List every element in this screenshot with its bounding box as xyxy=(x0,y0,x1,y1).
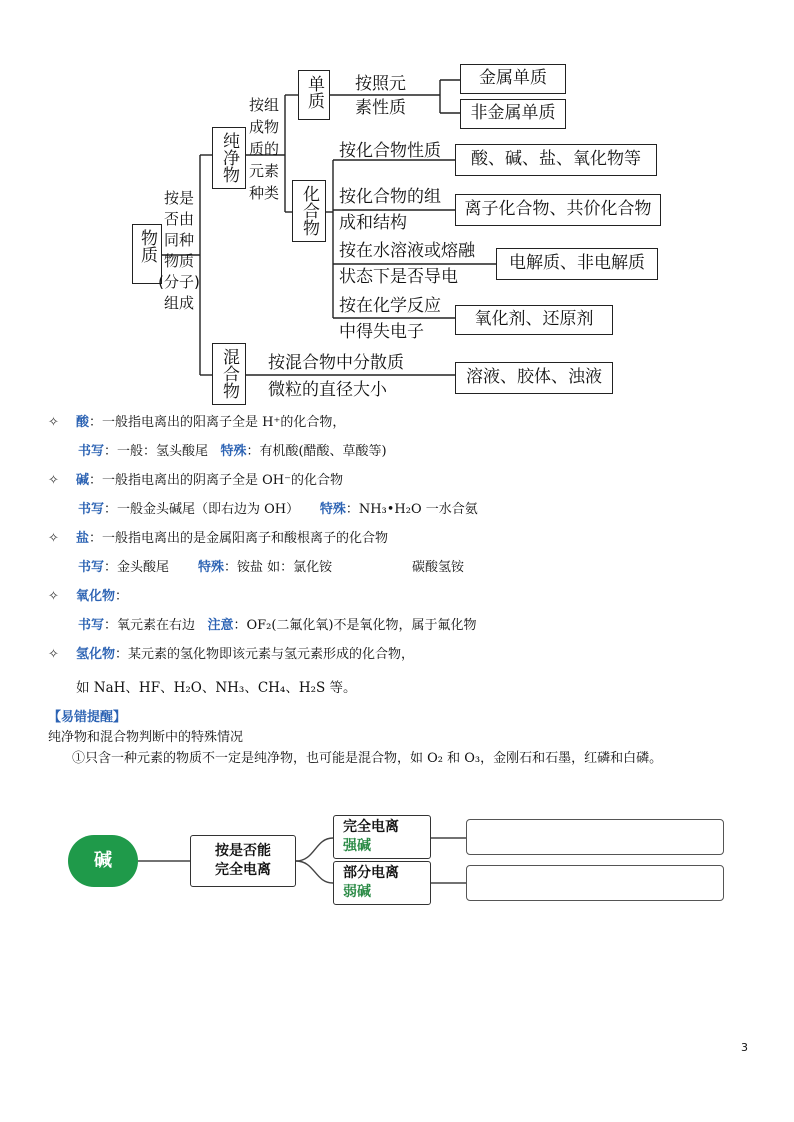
oxide-write: ：氧元素在右边 xyxy=(104,618,196,633)
element-substance-label: 单质 xyxy=(304,75,324,109)
base-term: 碱 xyxy=(76,473,90,488)
bullet-icon: ✧ xyxy=(48,589,59,604)
compound-criterion-2a: 按化合物的组 xyxy=(339,187,441,207)
compound-criterion-2b: 成和结构 xyxy=(339,213,407,233)
salt-term: 盐 xyxy=(76,531,90,546)
tree-root-label: 物质 xyxy=(137,229,157,263)
salt-write: ：金头酸尾 xyxy=(104,560,170,575)
mistake-heading: 【易错提醒】 xyxy=(48,710,127,725)
base-special: ：NH₃•H₂O 一水合氨 xyxy=(345,502,478,517)
acid-def: ：一般指电离出的阳离子全是 H⁺的化合物， xyxy=(89,415,346,430)
answer-box-weak-base[interactable] xyxy=(466,865,724,901)
acid-special-label: 特殊 xyxy=(220,444,247,459)
compound-criterion-3b: 状态下是否导电 xyxy=(339,267,458,287)
nonmetal-element-box: 非金属单质 xyxy=(460,99,566,129)
hydride-examples: 如 NaH、HF、H₂O、NH₃、CH₄、H₂S 等。 xyxy=(76,680,357,696)
salt-special-extra: 碳酸氢铵 xyxy=(412,560,465,575)
acid-term: 酸 xyxy=(76,415,90,430)
bullet-icon: ✧ xyxy=(48,415,59,430)
oxide-note-label: 注意 xyxy=(207,618,234,633)
compound-label: 化合物 xyxy=(299,185,319,236)
mindmap-criterion-line-1: 按是否能 xyxy=(215,843,271,859)
mindmap-criterion-line-2: 完全电离 xyxy=(215,862,271,878)
metal-element-box: 金属单质 xyxy=(460,64,566,94)
mindmap-branch-partial xyxy=(333,861,431,905)
base-write: ：一般金头碱尾（即右边为 OH） xyxy=(104,502,300,517)
salt-special: ：铵盐 如：氯化铵 xyxy=(223,560,333,575)
page-number: 3 xyxy=(741,1041,748,1054)
oxide-write-label: 书写 xyxy=(78,618,105,633)
oxide-note: ：OF₂(二氟化氧)不是氧化物，属于氟化物 xyxy=(233,618,477,633)
mistake-line-1: 纯净物和混合物判断中的特殊情况 xyxy=(48,730,244,745)
mixture-criterion-1: 按混合物中分散质 xyxy=(268,353,404,373)
acid-write: ：一般：氢头酸尾 xyxy=(104,444,209,459)
compound-criterion-4b: 中得失电子 xyxy=(339,322,424,342)
pure-criterion: 按组成物质的元素种类 xyxy=(248,96,279,202)
element-criterion-1: 按照元 xyxy=(355,74,406,94)
branch-partial-title: 部分电离 xyxy=(343,865,399,881)
acid-write-label: 书写 xyxy=(78,444,105,459)
salt-write-label: 书写 xyxy=(78,560,105,575)
mindmap-center-base: 碱 xyxy=(68,835,138,887)
salt-special-label: 特殊 xyxy=(197,560,224,575)
answer-box-strong-base[interactable] xyxy=(466,819,724,855)
hydride-term: 氢化物 xyxy=(76,647,116,662)
compound-result-2: 离子化合物、共价化合物 xyxy=(455,194,661,226)
bullet-icon: ✧ xyxy=(48,647,59,662)
mindmap-criterion-box xyxy=(190,835,296,887)
oxide-term: 氧化物 xyxy=(76,589,116,604)
root-criterion: 按是否由同种物质(分子)组成 xyxy=(158,189,200,312)
salt-def: ：一般指电离出的是金属阳离子和酸根离子的化合物 xyxy=(89,531,389,546)
oxide-colon: ： xyxy=(115,589,129,604)
element-criterion-2: 素性质 xyxy=(355,98,406,118)
mistake-line-2: ①只含一种元素的物质不一定是纯净物，也可能是混合物，如 O₂ 和 O₃，金刚石和石墨，红磷和白磷。 xyxy=(72,751,663,766)
acid-special: ：有机酸(醋酸、草酸等) xyxy=(246,444,387,459)
base-special-label: 特殊 xyxy=(319,502,346,517)
branch-complete-title: 完全电离 xyxy=(343,819,399,835)
compound-criterion-3a: 按在水溶液或熔融 xyxy=(339,241,475,261)
base-def: ：一般指电离出的阴离子全是 OH⁻的化合物 xyxy=(89,473,344,488)
mixture-label: 混合物 xyxy=(219,348,239,399)
base-write-label: 书写 xyxy=(78,502,105,517)
compound-criterion-4a: 按在化学反应 xyxy=(339,296,441,316)
compound-result-1: 酸、碱、盐、氧化物等 xyxy=(455,144,657,176)
pure-substance-label: 纯净物 xyxy=(219,132,239,183)
mixture-criterion-2: 微粒的直径大小 xyxy=(268,380,387,400)
branch-partial-sub: 弱碱 xyxy=(343,884,371,900)
compound-criterion-1a: 按化合物性质 xyxy=(339,141,441,161)
mixture-result: 溶液、胶体、浊液 xyxy=(455,362,613,394)
hydride-def: ：某元素的氢化物即该元素与氢元素形成的化合物， xyxy=(115,647,415,662)
branch-complete-sub: 强碱 xyxy=(343,838,371,854)
compound-result-4: 氧化剂、还原剂 xyxy=(455,305,613,335)
bullet-icon: ✧ xyxy=(48,473,59,488)
compound-result-3: 电解质、非电解质 xyxy=(496,248,658,280)
mindmap-branch-complete xyxy=(333,815,431,859)
bullet-icon: ✧ xyxy=(48,531,59,546)
